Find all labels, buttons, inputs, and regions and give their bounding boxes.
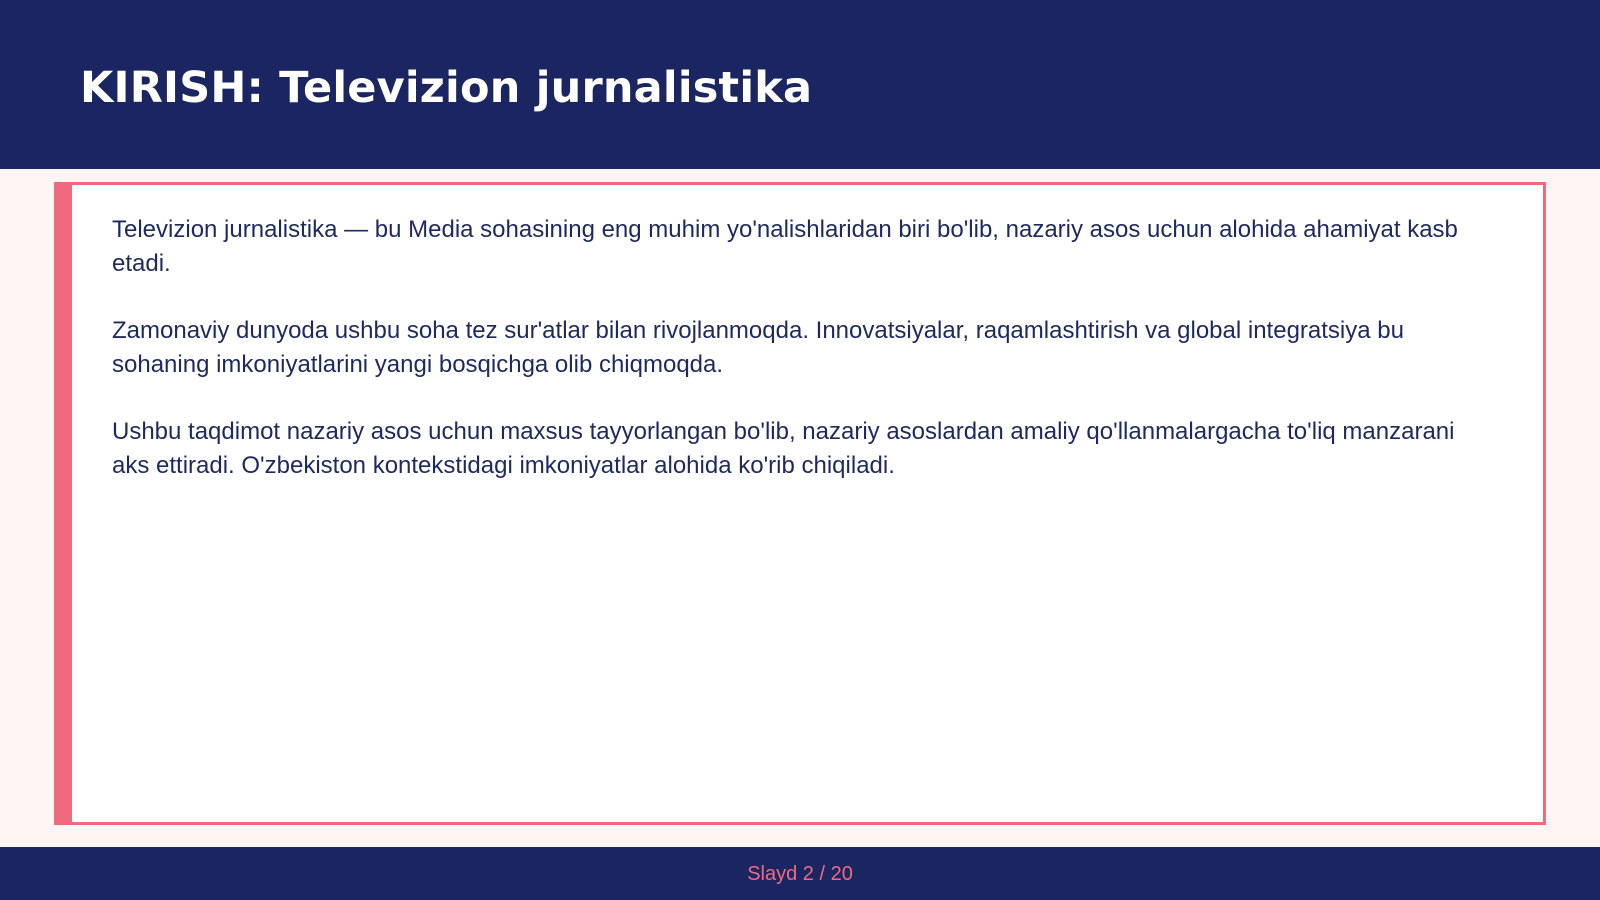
slide-title: KIRISH: Televizion jurnalistika [80,63,813,113]
slide-header [0,0,1600,169]
paragraph-intro: Televizion jurnalistika — bu Media sohasining eng muhim yo'nalishlaridan biri bo'lib, nazariy asos uchun alohida ahamiyat kasb etadi. [112,216,1458,277]
content-card [54,182,1546,825]
slide-footer [0,847,1600,900]
content-body [112,213,1492,516]
slide-number: Slayd 2 / 20 [747,863,853,885]
paragraph-modern-world: Zamonaviy dunyoda ushbu soha tez sur'atlar bilan rivojlanmoqda. Innovatsiyalar, raqamlashtirish va global integratsiya bu sohaning imkoniyatlarini yangi bosqichga olib chiqmoqda. [112,317,1404,378]
paragraph-presentation: Ushbu taqdimot nazariy asos uchun maxsus tayyorlangan bo'lib, nazariy asoslardan amaliy qo'llanmalargacha to'liq manzarani aks ettiradi. O'zbekiston kontekstidagi imkoniyatlar alohida ko'rib chiqiladi. [112,418,1455,479]
